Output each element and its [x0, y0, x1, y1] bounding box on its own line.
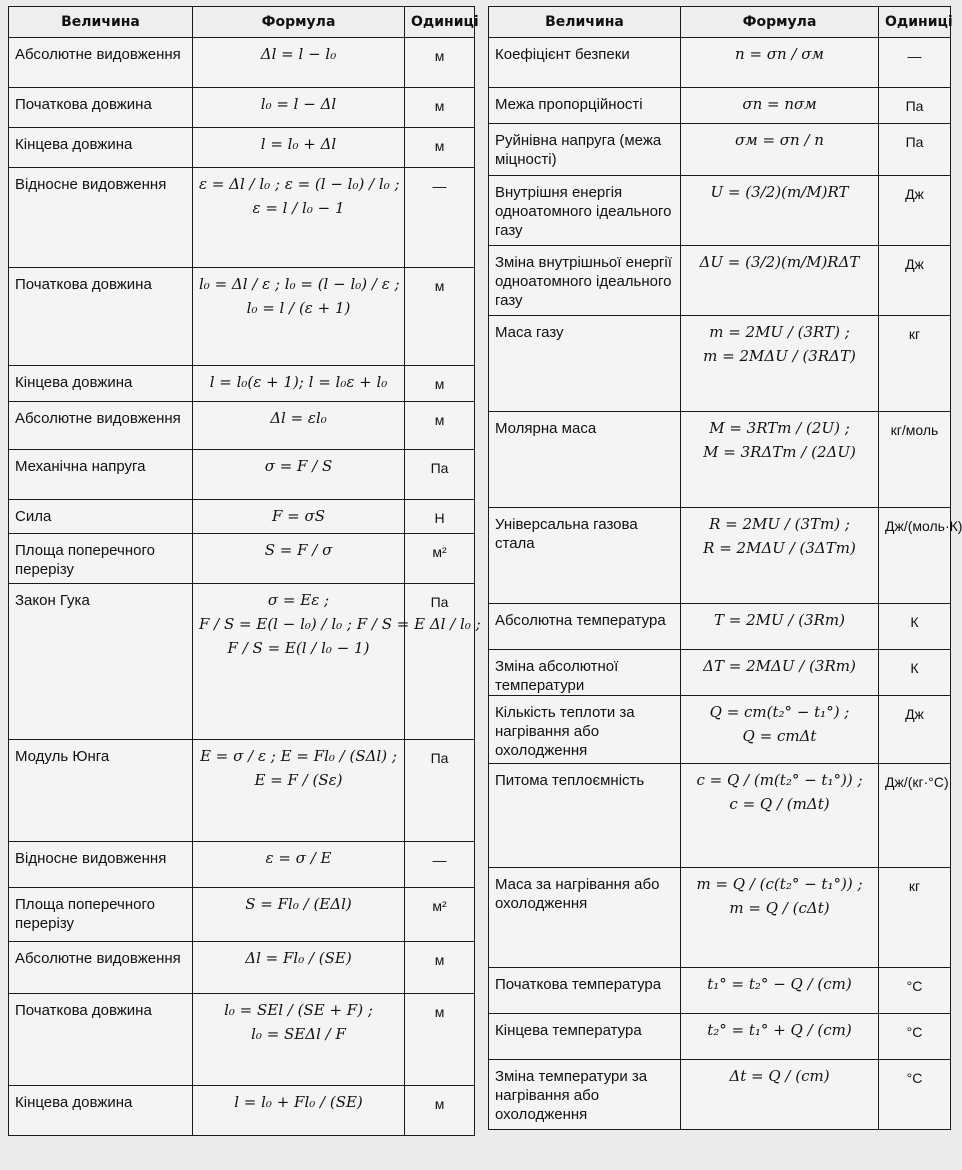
units-cell: м² — [405, 534, 475, 584]
units-cell: К — [879, 650, 951, 696]
units-cell: м — [405, 1086, 475, 1136]
formula-line: l₀ = l / (ε + 1) — [246, 299, 351, 317]
units-cell: Па — [879, 124, 951, 176]
formula-line: m = 2MΔU / (3RΔT) — [703, 347, 856, 365]
formula-line: l = l₀ + Δl — [260, 135, 337, 153]
table-row — [489, 868, 951, 968]
formula-cell — [681, 316, 879, 412]
formula-line: ΔT = 2MΔU / (3Rm) — [703, 657, 856, 675]
formula-line: l₀ = SEl / (SE + F) ; — [224, 1001, 373, 1019]
table-row — [9, 128, 475, 168]
formula-line: l₀ = SEΔl / F — [251, 1025, 346, 1043]
table-row — [9, 584, 475, 740]
formula-line: F / S = E(l − l₀) / l₀ ; F / S = E Δl / l₀ ; — [199, 615, 481, 633]
quantity-cell: Коефіцієнт безпеки — [489, 38, 681, 88]
formula-line: σп = nσм — [742, 95, 817, 113]
units-cell: Дж/(кг·°С) — [879, 764, 951, 868]
formula-cell — [193, 534, 405, 584]
table-row — [489, 38, 951, 88]
formula-line: t₁° = t₂° − Q / (cm) — [707, 975, 852, 993]
table-row — [489, 764, 951, 868]
formula-line: T = 2MU / (3Rm) — [713, 611, 845, 629]
units-cell: — — [879, 38, 951, 88]
formula-line: F / S = E(l / l₀ − 1) — [227, 639, 370, 657]
formula-line: Δl = l − l₀ — [260, 45, 337, 63]
formula-line: c = Q / (m(t₂° − t₁°)) ; — [696, 771, 863, 789]
formula-line: m = 2MU / (3RT) ; — [709, 323, 850, 341]
formula-cell — [681, 696, 879, 764]
table-row — [489, 412, 951, 508]
formula-cell — [193, 1086, 405, 1136]
table-row — [489, 124, 951, 176]
header-formula: Формула — [681, 7, 879, 38]
quantity-cell: Абсолютна температура — [489, 604, 681, 650]
formula-cell — [193, 994, 405, 1086]
table-row — [9, 500, 475, 534]
units-cell: — — [405, 842, 475, 888]
formula-line: ε = l / l₀ − 1 — [252, 199, 345, 217]
formula-cell — [681, 764, 879, 868]
formula-line: m = Q / (cΔt) — [729, 899, 830, 917]
quantity-cell: Зміна температури за нагрівання або охолодження — [489, 1060, 681, 1130]
table-row — [9, 268, 475, 366]
units-cell: м² — [405, 888, 475, 942]
formula-line: σ = F / S — [264, 457, 333, 475]
formula-line: l₀ = l − Δl — [260, 95, 337, 113]
quantity-cell: Внутрішня енергія одноатомного ідеального газу — [489, 176, 681, 246]
header-quantity: Величина — [489, 7, 681, 38]
quantity-cell: Механічна напруга — [9, 450, 193, 500]
header-units: Одиниці — [879, 7, 951, 38]
table-row — [489, 246, 951, 316]
quantity-cell: Початкова довжина — [9, 994, 193, 1086]
quantity-cell: Початкова довжина — [9, 268, 193, 366]
units-cell: кг/моль — [879, 412, 951, 508]
quantity-cell: Зміна абсолютної температури — [489, 650, 681, 696]
units-cell: — — [405, 168, 475, 268]
units-cell: К — [879, 604, 951, 650]
formula-cell — [193, 888, 405, 942]
table-row — [9, 842, 475, 888]
formula-cell — [681, 650, 879, 696]
units-cell: Па — [405, 740, 475, 842]
formula-line: Δt = Q / (cm) — [729, 1067, 830, 1085]
table-row — [489, 176, 951, 246]
formula-line: M = 3RTm / (2U) ; — [709, 419, 850, 437]
formula-line: Q = cm(t₂° − t₁°) ; — [709, 703, 850, 721]
left-formula-table — [8, 6, 481, 1136]
formula-cell — [681, 604, 879, 650]
right-header-row — [489, 7, 951, 38]
quantity-cell: Сила — [9, 500, 193, 534]
units-cell: Па — [405, 584, 475, 740]
units-cell: кг — [879, 316, 951, 412]
units-cell: м — [405, 88, 475, 128]
right-table-body — [489, 38, 962, 1130]
formula-line: n = σп / σм — [735, 45, 824, 63]
quantity-cell: Площа поперечного перерізу — [9, 534, 193, 584]
table-row — [9, 402, 475, 450]
formula-line: S = F / σ — [264, 541, 333, 559]
formula-line: t₂° = t₁° + Q / (cm) — [707, 1021, 852, 1039]
quantity-cell: Модуль Юнга — [9, 740, 193, 842]
units-cell: м — [405, 268, 475, 366]
table-row — [9, 450, 475, 500]
table-row — [489, 88, 951, 124]
table-row — [9, 366, 475, 402]
formula-cell — [681, 88, 879, 124]
units-cell: м — [405, 366, 475, 402]
formula-line: R = 2MU / (3Tm) ; — [709, 515, 850, 533]
formula-cell — [681, 1014, 879, 1060]
quantity-cell: Закон Гука — [9, 584, 193, 740]
units-cell: °С — [879, 1060, 951, 1130]
formula-line: ε = Δl / l₀ ; ε = (l − l₀) / l₀ ; — [199, 175, 400, 193]
formula-line: σм = σп / n — [735, 131, 824, 149]
right-formula-table — [488, 6, 962, 1130]
quantity-cell: Початкова довжина — [9, 88, 193, 128]
quantity-cell: Початкова температура — [489, 968, 681, 1014]
formula-cell — [193, 366, 405, 402]
formula-line: l = l₀(ε + 1); l = l₀ε + l₀ — [209, 373, 388, 391]
formula-cell — [193, 500, 405, 534]
formula-line: Δl = εl₀ — [270, 409, 327, 427]
formula-line: l = l₀ + Fl₀ / (SE) — [234, 1093, 363, 1111]
table-row — [9, 740, 475, 842]
formula-line: ε = σ / E — [265, 849, 332, 867]
units-cell: Н — [405, 500, 475, 534]
units-cell: Дж — [879, 696, 951, 764]
formula-cell — [681, 124, 879, 176]
units-cell: Дж — [879, 176, 951, 246]
formula-line: l₀ = Δl / ε ; l₀ = (l − l₀) / ε ; — [199, 275, 400, 293]
header-formula: Формула — [193, 7, 405, 38]
formula-line: Δl = Fl₀ / (SE) — [245, 949, 352, 967]
formula-line: M = 3RΔTm / (2ΔU) — [703, 443, 856, 461]
formula-cell — [193, 402, 405, 450]
formula-cell — [681, 508, 879, 604]
units-cell: м — [405, 942, 475, 994]
formula-cell — [681, 246, 879, 316]
quantity-cell: Кінцева довжина — [9, 366, 193, 402]
quantity-cell: Кількість теплоти за нагрівання або охолодження — [489, 696, 681, 764]
formula-cell — [681, 38, 879, 88]
formula-cell — [681, 868, 879, 968]
units-cell: м — [405, 128, 475, 168]
formula-cell — [193, 942, 405, 994]
formula-line: E = σ / ε ; E = Fl₀ / (SΔl) ; — [200, 747, 397, 765]
units-cell: м — [405, 994, 475, 1086]
quantity-cell: Кінцева температура — [489, 1014, 681, 1060]
units-cell: м — [405, 402, 475, 450]
units-cell: °С — [879, 968, 951, 1014]
units-cell: Па — [405, 450, 475, 500]
quantity-cell: Кінцева довжина — [9, 1086, 193, 1136]
quantity-cell: Маса за нагрівання або охолодження — [489, 868, 681, 968]
formula-line: R = 2MΔU / (3ΔTm) — [703, 539, 856, 557]
quantity-cell: Абсолютне видовження — [9, 942, 193, 994]
table-row — [9, 38, 475, 88]
units-cell: Дж/(моль·К) — [879, 508, 951, 604]
quantity-cell: Універсальна газова стала — [489, 508, 681, 604]
header-units: Одиниці — [405, 7, 475, 38]
quantity-cell: Відносне видовження — [9, 168, 193, 268]
formula-cell — [681, 968, 879, 1014]
quantity-cell: Площа поперечного перерізу — [9, 888, 193, 942]
units-cell: Па — [879, 88, 951, 124]
table-row — [489, 650, 951, 696]
table-row — [489, 316, 951, 412]
table-row — [489, 968, 951, 1014]
formula-cell — [193, 128, 405, 168]
left-header-row — [9, 7, 475, 38]
units-cell: Дж — [879, 246, 951, 316]
header-quantity: Величина — [9, 7, 193, 38]
formula-line: F = σS — [271, 507, 326, 525]
quantity-cell: Абсолютне видовження — [9, 402, 193, 450]
units-cell: м — [405, 38, 475, 88]
table-row — [9, 88, 475, 128]
quantity-cell: Кінцева довжина — [9, 128, 193, 168]
formula-cell — [681, 412, 879, 508]
quantity-cell: Зміна внутрішньої енергії одноатомного ідеального газу — [489, 246, 681, 316]
formula-cell — [193, 268, 405, 366]
table-row — [489, 696, 951, 764]
formula-line: Q = cmΔt — [742, 727, 817, 745]
formula-cell — [193, 38, 405, 88]
formula-line: c = Q / (mΔt) — [729, 795, 830, 813]
formula-cell — [193, 842, 405, 888]
table-row — [489, 1014, 951, 1060]
formula-cell — [681, 1060, 879, 1130]
units-cell: кг — [879, 868, 951, 968]
formula-line: U = (3/2)(m/M)RT — [710, 183, 849, 201]
quantity-cell: Межа пропорційності — [489, 88, 681, 124]
formula-cell — [193, 740, 405, 842]
formula-line: σ = Eε ; — [267, 591, 330, 609]
table-row — [9, 1086, 475, 1136]
quantity-cell: Молярна маса — [489, 412, 681, 508]
table-row — [489, 508, 951, 604]
table-row — [9, 168, 475, 268]
quantity-cell: Маса газу — [489, 316, 681, 412]
table-row — [9, 888, 475, 942]
quantity-cell: Відносне видовження — [9, 842, 193, 888]
formula-line: m = Q / (c(t₂° − t₁°)) ; — [696, 875, 863, 893]
quantity-cell: Абсолютне видовження — [9, 38, 193, 88]
table-row — [489, 1060, 951, 1130]
formula-cell — [193, 168, 405, 268]
formula-cell — [193, 450, 405, 500]
quantity-cell: Питома теплоємність — [489, 764, 681, 868]
formula-line: E = F / (Sε) — [254, 771, 343, 789]
table-row — [9, 942, 475, 994]
quantity-cell: Руйнівна напруга (межа міцності) — [489, 124, 681, 176]
formula-cell — [681, 176, 879, 246]
table-row — [489, 604, 951, 650]
units-cell: °С — [879, 1014, 951, 1060]
formula-line: S = Fl₀ / (EΔl) — [245, 895, 352, 913]
table-row — [9, 534, 475, 584]
formula-line: ΔU = (3/2)(m/M)RΔT — [699, 253, 860, 271]
formula-cell — [193, 88, 405, 128]
table-row — [9, 994, 475, 1086]
left-table-body — [9, 38, 481, 1136]
